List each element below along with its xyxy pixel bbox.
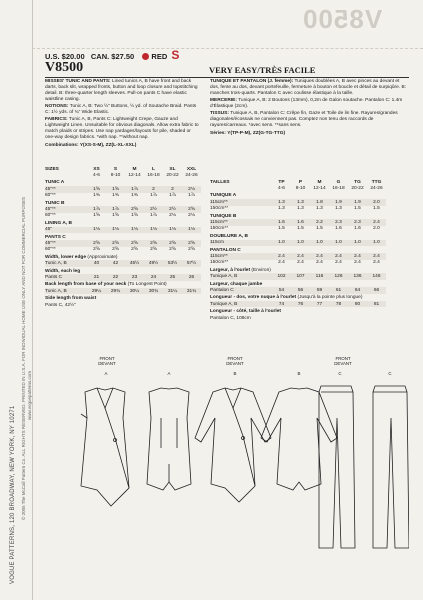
side-length-value: Pantalon C, 108cm <box>210 315 251 321</box>
table-cell: 1.3 <box>272 199 291 205</box>
fabrics-fr: Tunique A, B, Pantalon C: Crêpe fin, Gaze et Toile de lin fine. Rayures/grandes diagonales/écossais ne conviennent pas. Comptez non tenu des raccords de rayures/carreaux. *avec sens. **sans sens. <box>210 111 398 128</box>
table-cell: 31¾ <box>182 288 201 294</box>
measure-note: (Approximate) <box>87 254 118 260</box>
table-cell: 59 <box>310 287 329 293</box>
side-strip <box>0 0 33 600</box>
table-cell: 2.4 <box>310 253 329 259</box>
table-cell: 2 <box>144 186 163 192</box>
difficulty-label: VERY EASY/TRÈS FACILE <box>209 65 316 75</box>
table-cell: TAILLES <box>210 179 230 185</box>
view-a-label: A <box>104 371 108 376</box>
section-row <box>45 233 201 240</box>
table-cell: 1⅜ <box>112 193 119 199</box>
measure-head-row <box>210 280 386 287</box>
table-cell: 115cm** <box>210 219 272 225</box>
table-cell: 80 <box>348 301 367 307</box>
table-cell: 24-26 <box>185 173 198 179</box>
section-title: LINING A, B <box>45 220 73 226</box>
table-cell: 61 <box>329 287 348 293</box>
table-cell: G <box>336 179 341 185</box>
ghost-pattern-number: V8500 <box>302 4 383 34</box>
table-cell: M <box>317 179 322 185</box>
table-cell: 2⅝ <box>87 240 106 246</box>
table-cell: 29¼ <box>87 288 106 294</box>
table-cell: XXL <box>186 166 197 172</box>
table-cell: 1⅛ <box>163 227 182 233</box>
table-cell: 1⅝ <box>93 213 100 219</box>
table-cell: XL <box>169 166 176 172</box>
section-row <box>210 192 386 199</box>
tunic-a-back-sketch <box>147 388 191 490</box>
table-cell: Pants C <box>45 274 87 280</box>
price-us: U.S. $20.00 <box>45 52 85 61</box>
side-length-head-row <box>210 307 386 314</box>
table-cell: 2.3 <box>348 219 367 225</box>
measure-title: Largeur, chaque jambe <box>210 281 263 287</box>
table-cell: 1.3 <box>335 206 342 212</box>
table-cell: 2.4 <box>291 253 310 259</box>
table-cell: 1.5 <box>297 226 304 232</box>
table-cell: 4-6 <box>278 186 285 192</box>
section-title: TUNIQUE B <box>210 213 237 219</box>
table-cell: 1⅞ <box>106 206 125 212</box>
notions-en: Tunic A, B: Two ½" Buttons, ½ yd. of Soutache Braid. Pants C: 1½ yds. of ¾" Wide Elastic. <box>45 104 197 115</box>
publisher-address: VOGUE PATTERNS, 120 BROADWAY, NEW YORK, NY 10271 <box>10 405 16 584</box>
table-cell: 45" <box>45 227 87 233</box>
table-cell: 1.0 <box>310 240 329 246</box>
view-a-front-label: FRONT DEVANT <box>98 356 116 366</box>
table-cell: 42 <box>106 260 125 266</box>
table-cell: 2.4 <box>335 260 342 266</box>
pants-c-front-sketch <box>319 386 355 548</box>
line-drawings <box>45 356 409 558</box>
table-cell: 1.5 <box>354 206 361 212</box>
table-cell: 24-26 <box>370 186 383 192</box>
table-cell: 24 <box>144 274 163 280</box>
table-cell: 64 <box>348 287 367 293</box>
table-cell: 2.4 <box>272 253 291 259</box>
table-cell: 1.9 <box>329 199 348 205</box>
measure-head-row <box>210 266 386 273</box>
view-b-front-label: FRONT DEVANT <box>226 356 244 366</box>
desc-head-en: MISSES' TUNIC AND PANTS: <box>45 79 111 84</box>
section-row <box>45 199 201 206</box>
table-cell: 2.4 <box>354 260 361 266</box>
top-strip <box>32 0 423 49</box>
table-cell: 20-22 <box>166 173 179 179</box>
table-cell: 2⅝ <box>93 247 100 253</box>
table-cell: 21 <box>87 274 106 280</box>
section-title: PANTS C <box>45 234 66 240</box>
tunic-a-front-sketch <box>81 388 129 506</box>
side-length-value: Pants C, 42½" <box>45 302 76 308</box>
table-cell: 1.0 <box>329 240 348 246</box>
table-cell: 4-6 <box>93 173 100 179</box>
table-cell: 1⅝ <box>87 186 106 192</box>
yardage-table-fr <box>210 179 386 321</box>
table-cell: Pantalon C <box>210 287 272 293</box>
view-c-back-label: C <box>388 371 392 376</box>
table-cell: 150cm** <box>210 206 229 212</box>
price-color: RED <box>151 52 168 61</box>
table-cell: 2.0 <box>373 226 380 232</box>
table-cell: 57½ <box>182 260 201 266</box>
table-cell: 1⅛ <box>125 227 144 233</box>
table-cell: 56 <box>291 287 310 293</box>
table-cell: 1⅛ <box>182 227 201 233</box>
section-title: TUNIQUE A <box>210 193 237 199</box>
fabrics-head-en: FABRICS: <box>45 117 68 122</box>
table-cell: 102 <box>272 273 291 279</box>
table-cell: 40 <box>87 260 106 266</box>
section-row <box>210 212 386 219</box>
table-cell: 1.8 <box>310 199 329 205</box>
desc-head-fr: TUNIQUE ET PANTALON (J. femme): <box>210 79 294 84</box>
table-cell: 12-14 <box>313 186 326 192</box>
side-length-title: Longueur - côté, taille à l'ourlet <box>210 309 281 315</box>
table-cell: 2.4 <box>367 253 386 259</box>
table-cell: 2⅝ <box>125 206 144 212</box>
table-cell: 81 <box>367 301 386 307</box>
table-cell: 1⅞ <box>169 193 176 199</box>
table-cell: 2.0 <box>367 199 386 205</box>
table-cell: TP <box>278 179 285 185</box>
pants-c-back-sketch <box>373 386 409 548</box>
table-cell: 2.4 <box>373 260 380 266</box>
color-dot-icon <box>142 53 149 60</box>
table-cell: 49½ <box>144 260 163 266</box>
divider <box>45 77 409 78</box>
table-cell: 2 <box>163 186 182 192</box>
table-cell: 1⅛ <box>87 227 106 233</box>
table-cell: 1.3 <box>297 206 304 212</box>
table-cell: 2⅝ <box>106 240 125 246</box>
table-cell: 1⅛ <box>144 227 163 233</box>
table-cell: Tunic A, B <box>45 260 87 266</box>
measure-note: (Jusqu'à la pointe plus longue) <box>297 295 363 301</box>
table-cell: 1⅛ <box>106 227 125 233</box>
table-cell: 20-22 <box>351 186 364 192</box>
table-cell: 60"** <box>45 247 56 253</box>
table-cell: 1⅝ <box>131 213 138 219</box>
table-cell: 2.4 <box>316 260 323 266</box>
measure-title: Largeur, à l'ourlet <box>210 267 251 273</box>
table-cell: 2⅝ <box>131 247 138 253</box>
table-cell: 1⅞ <box>87 206 106 212</box>
table-cell: 8-10 <box>295 186 306 192</box>
table-cell: Tunique A, B <box>210 273 272 279</box>
table-cell: 150cm** <box>210 260 229 266</box>
measure-head-row <box>210 294 386 301</box>
table-cell: 1.5 <box>373 206 380 212</box>
table-cell: 2⅝ <box>150 247 157 253</box>
table-cell: 45"** <box>45 240 87 246</box>
table-cell: 126 <box>329 273 348 279</box>
table-cell: 1.5 <box>316 226 323 232</box>
table-cell: 16-18 <box>332 186 345 192</box>
price-size-code: S <box>171 48 180 62</box>
table-cell: 146 <box>367 273 386 279</box>
table-cell: 136 <box>348 273 367 279</box>
table-cell: 1.0 <box>291 240 310 246</box>
table-cell: SIZES <box>45 166 59 172</box>
table-cell: 31¼ <box>163 288 182 294</box>
table-cell: 2.4 <box>367 219 386 225</box>
side-length-head-row <box>45 294 201 301</box>
yardage-table-en <box>45 166 201 308</box>
english-description <box>45 79 201 150</box>
table-cell: 2⅛ <box>182 186 201 192</box>
notions-head-fr: MERCERIE: <box>210 98 237 103</box>
table-cell: 1⅜ <box>93 193 100 199</box>
fabrics-head-fr: TISSUS: <box>210 111 229 116</box>
section-title: TUNIC A <box>45 180 65 186</box>
table-cell: 53½ <box>163 260 182 266</box>
table-cell: 29¾ <box>106 288 125 294</box>
table-cell: 45"** <box>45 186 87 192</box>
table-cell: 2⅛ <box>169 213 176 219</box>
website-text: www.voguepatterns.com <box>27 370 32 420</box>
measure-note: (To Longest Point) <box>127 282 167 288</box>
table-cell: 45½ <box>125 260 144 266</box>
table-cell: 2⅝ <box>112 247 119 253</box>
table-cell: L <box>152 166 155 172</box>
table-cell: 1.3 <box>278 206 285 212</box>
table-cell: 2⅝ <box>182 206 201 212</box>
table-cell: 1.0 <box>348 240 367 246</box>
side-length-row <box>45 302 201 308</box>
table-cell: Tunique A, B <box>210 301 272 307</box>
table-cell: 76 <box>291 301 310 307</box>
fabrics-en: Tunic A, B, Pants C: Lightweight Crepe, Gauze and Lightweight Linen. Unsuitable for obvious diagonals. Allow extra fabric to match plaids or stripes. Use nap yardages/layouts for pile, shaded or one-way design fabrics. *with nap. **without nap. <box>45 117 199 140</box>
table-cell: 30¾ <box>144 288 163 294</box>
table-cell: 23 <box>125 274 144 280</box>
table-cell: 2.4 <box>329 253 348 259</box>
table-cell: 1.3 <box>316 206 323 212</box>
desc-en: Lined tunics A, B have front and back darts, back slit, wrapped fronts, button and loop closure and topstitching detail. B: three-quarter length sleeves. Pull-on pants C have elastic waistline casing. <box>45 79 198 102</box>
table-cell: 77 <box>310 301 329 307</box>
table-cell: 1⅜ <box>131 193 138 199</box>
series-fr: Séries: Y(TP-P-M), ZZ(G-TG-TTG) <box>210 131 286 136</box>
table-cell: 1.0 <box>367 240 386 246</box>
section-title: PANTALON C <box>210 247 241 253</box>
table-cell: 1.6 <box>354 226 361 232</box>
table-cell: 1⅝ <box>106 186 125 192</box>
table-cell: 150cm** <box>210 226 229 232</box>
table-cell: TTG <box>371 179 382 185</box>
table-cell: XS <box>93 166 100 172</box>
table-cell: 54 <box>272 287 291 293</box>
table-cell: 1.6 <box>291 219 310 225</box>
table-cell: 2⅛ <box>188 213 195 219</box>
table-cell: Tunic A, B <box>45 288 87 294</box>
copyright-notice: © 2005 The McCall Pattern Co. ALL RIGHTS RESERVED. PRINTED IN U.S.A. FOR INDIVIDUAL HOME USE ONLY AND NOT FOR COMMERCIAL PURPOSES <box>21 197 26 520</box>
table-cell: 22 <box>106 274 125 280</box>
table-cell: 2⅝ <box>163 240 182 246</box>
measure-head-row <box>45 267 201 274</box>
table-cell: P <box>298 179 303 185</box>
measure-title: Longueur - dos, votre nuque à l'ourlet <box>210 295 297 301</box>
table-cell: 60"** <box>45 193 56 199</box>
table-cell: TG <box>354 179 361 185</box>
table-cell: 2⅝ <box>125 240 144 246</box>
table-cell: 1⅞ <box>188 193 195 199</box>
measure-title: Back length from base of your neck <box>45 282 127 288</box>
table-cell: 30¼ <box>125 288 144 294</box>
table-cell: 74 <box>272 301 291 307</box>
tunic-b-front-sketch <box>195 388 271 502</box>
measure-row <box>210 273 386 279</box>
table-cell: 12-14 <box>128 173 141 179</box>
table-cell: 2.4 <box>348 253 367 259</box>
table-cell: 25 <box>163 274 182 280</box>
garment-sketches <box>45 378 409 558</box>
table-cell: 1⅝ <box>112 213 119 219</box>
table-cell: 2.3 <box>329 219 348 225</box>
table-cell: S <box>113 166 118 172</box>
view-c-front-label: FRONT DEVANT <box>334 356 352 366</box>
table-cell: 1⅞ <box>150 193 157 199</box>
table-cell: 1.3 <box>291 199 310 205</box>
section-row <box>210 232 386 239</box>
table-cell: 2⅝ <box>144 240 163 246</box>
notions-fr: Tunique A, B: 2 Boutons (13mm), 0,2m de Galon soutache. Pantalon C: 1.4m d'Élastique (2cm). <box>210 98 403 109</box>
table-cell: 115cm** <box>210 199 272 205</box>
measure-note: (Environ) <box>251 267 271 273</box>
french-description <box>210 79 409 138</box>
combos-en: Combinations: Y(XS-S-M), ZZ(L-XL-XXL) <box>45 143 137 148</box>
table-cell: 2.4 <box>278 260 285 266</box>
measure-title: Width, each leg <box>45 268 81 274</box>
table-cell: 2.2 <box>310 219 329 225</box>
table-cell: 116 <box>310 273 329 279</box>
view-b-back-label: B <box>297 371 301 376</box>
desc-fr: Tuniques doublées A, B avec pinces au devant et dos, fente au dos, devant portefeuille, fermeture à bouton et boucle et détail de surpiqûre. B: manches trois-quarts. Pantalon C avec coulisse élastique à la taille. <box>210 79 407 96</box>
pattern-number: V8500 <box>45 60 84 75</box>
section-row <box>45 219 201 226</box>
table-cell: 115cm <box>210 240 272 246</box>
table-cell: 16-18 <box>147 173 160 179</box>
view-b-label: B <box>233 371 237 376</box>
section-row <box>210 246 386 253</box>
table-cell: 1⅞ <box>150 213 157 219</box>
table-cell: 2.4 <box>297 260 304 266</box>
measure-head-row <box>45 281 201 288</box>
price-can: CAN. $27.50 <box>90 52 135 61</box>
table-cell: 2½ <box>144 206 163 212</box>
table-cell: 115cm** <box>210 253 272 259</box>
table-cell: 26 <box>182 274 201 280</box>
measure-head-row <box>45 253 201 260</box>
table-cell: 1⅞ <box>125 186 144 192</box>
table-cell: 1.9 <box>348 199 367 205</box>
table-cell: 66 <box>367 287 386 293</box>
table-cell: 1.0 <box>272 240 291 246</box>
table-cell: 1.6 <box>335 226 342 232</box>
table-cell: 60"** <box>45 213 56 219</box>
table-cell: 2⅝ <box>188 247 195 253</box>
table-cell: 8-10 <box>110 173 121 179</box>
table-cell: 78 <box>329 301 348 307</box>
view-a-back-label: A <box>167 371 171 376</box>
table-cell: 45"** <box>45 206 87 212</box>
section-title: TUNIC B <box>45 200 65 206</box>
side-length-row <box>210 315 386 321</box>
tunic-b-back-sketch <box>261 388 337 490</box>
table-cell: M <box>132 166 137 172</box>
table-cell: 2½ <box>163 206 182 212</box>
measure-row <box>210 301 386 307</box>
notions-head-en: NOTIONS: <box>45 104 69 109</box>
table-cell: 1.5 <box>278 226 285 232</box>
table-cell: 107 <box>291 273 310 279</box>
view-c-label: C <box>338 371 342 376</box>
table-cell: 1.6 <box>272 219 291 225</box>
section-title: DOUBLURE A, B <box>210 233 248 239</box>
table-cell: 2⅝ <box>182 240 201 246</box>
table-cell: 2⅝ <box>169 247 176 253</box>
measure-title: Width, lower edge <box>45 254 86 260</box>
side-length-title: Side length from waist <box>45 296 97 302</box>
section-row <box>45 179 201 186</box>
